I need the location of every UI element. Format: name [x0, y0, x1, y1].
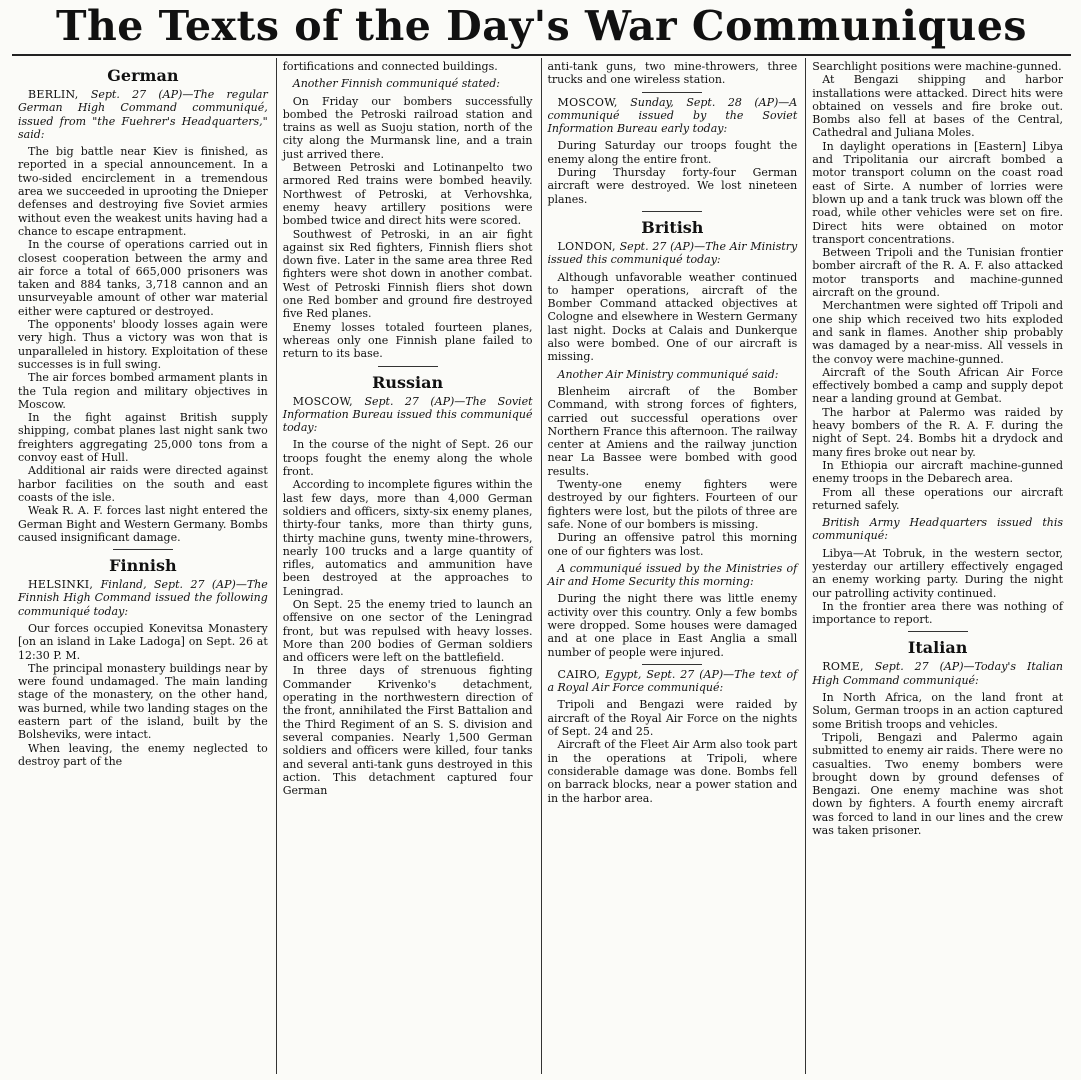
paragraph: Between Petroski and Lotinanpelto two armored Red trains were bombed heavily. Northwest of Petroski, at Verhovshka, enemy heavy artillery positions were bombed twice and direct hits were scored.: [282, 161, 533, 228]
section-title: Italian: [907, 638, 968, 658]
paragraph: Additional air raids were directed against harbor facilities on the south and east coasts of the isle.: [18, 464, 268, 504]
dateline-text: Sept. 27 (AP)—The Air Ministry issued this communiqué today:: [547, 239, 798, 267]
paragraph: On Friday our bombers successfully bombed the Petroski railroad station and trains as well as Suoju station, north of the city along the Murmansk line, and a train just arrived there.: [282, 94, 533, 161]
dateline: [548, 96, 798, 136]
paragraph: Aircraft of the Fleet Air Arm also took part in the operations at Tripoli, where considerable damage was done. Bombs fell on barrack blocks, near a power station and in the harbor area.: [547, 738, 798, 805]
paragraph: In the frontier area there was nothing of importance to report.: [812, 599, 1063, 627]
lead-in: A communiqué issued by the Ministries of Air and Home Security this morning:: [547, 561, 798, 589]
column-4: [806, 58, 1071, 1074]
paragraph: Southwest of Petroski, in an air fight against six Red fighters, Finnish fliers shot down five. Later in the same area three Red fighters were shot down in another combat. West of Petroski Finnish fliers shot down one Red bomber and ground fire destroyed five Red planes.: [282, 227, 533, 321]
paragraph: Libya—At Tobruk, in the western sector, yesterday our artillery effectively engaged an enemy working party. During the night our patrolling activity continued.: [812, 546, 1063, 600]
paragraph: In the fight against British supply shipping, combat planes last night sank two freighters aggregating 25,000 tons from a convoy east of Hull.: [18, 411, 268, 465]
column-3: [542, 58, 807, 1074]
section-title: German: [107, 66, 179, 85]
paragraph: Merchantmen were sighted off Tripoli and one ship which received two hits exploded and sank in flames. Another ship probably was damaged by a near-miss. All vessels in the convoy were machine-gunned.: [812, 299, 1063, 366]
paragraph: From all these operations our aircraft returned safely.: [812, 485, 1063, 512]
paragraph: On Sept. 25 the enemy tried to launch an offensive on one sector of the Leningrad front, but was repulsed with heavy losses. More than 200 bodies of German soldiers and officers were left on the battlefield.: [282, 597, 533, 665]
section-separator: [642, 211, 702, 212]
section-title: Russian: [372, 372, 444, 392]
paragraph: According to incomplete figures within the last few days, more than 4,000 German soldiers and officers, sixty-six enemy planes, thirty-four tanks, more than thirty guns, thirty machine guns, twenty mine-throwers, nearly 100 trucks and a large quantity of rifles, automatics and ammunition have been destroyed at the approaches to Leningrad.: [282, 478, 533, 598]
paragraph: In North Africa, on the land front at Solum, German troops in an action captured some British troops and vehicles.: [812, 691, 1063, 731]
column-2: [277, 58, 542, 1074]
paragraph: Tripoli, Bengazi and Palermo again submitted to enemy air raids. There were no casualties. Two enemy bombers were brought down by ground defenses of Bengazi. One enemy machine was shot down by fighters. A fourth enemy aircraft was forced to land in our lines and the crew was taken prisoner.: [812, 730, 1063, 838]
dateline: [18, 578, 268, 618]
section-separator: [378, 366, 438, 367]
dateline-text: Sept. 27 (AP)—The Soviet Information Bureau issued this communiqué today:: [282, 394, 533, 435]
paragraph: Tripoli and Bengazi were raided by aircraft of the Royal Air Force on the nights of Sept. 24 and 25.: [547, 698, 798, 739]
section-separator: [908, 631, 968, 632]
paragraph: Our forces occupied Konevitsa Monastery [on an island in Lake Ladoga] on Sept. 26 at 12:30 P. M.: [18, 621, 268, 662]
dateline-text: Sept. 27 (AP)—Today's Italian High Command communiqué:: [812, 660, 1063, 687]
dateline: [548, 668, 798, 695]
paragraph: Aircraft of the South African Air Force effectively bombed a camp and supply depot near a landing ground at Gembat.: [812, 365, 1063, 406]
section-separator: [642, 664, 702, 665]
dateline: [283, 395, 533, 435]
lead-in: Another Finnish communiqué stated:: [292, 77, 500, 91]
paragraph: Although unfavorable weather continued to hamper operations, aircraft of the Bomber Command attacked objectives at Cologne and elsewhere in Western Germany last night. Docks at Calais and Dunkerque also were bombed. One of our aircraft is missing.: [547, 270, 798, 364]
paragraph: anti-tank guns, two mine-throwers, three trucks and one wireless station.: [547, 60, 798, 87]
column-1: [12, 58, 277, 1074]
section-title: Finnish: [109, 556, 177, 576]
paragraph: The principal monastery buildings near by were found undamaged. The main landing stage of the monastery, on the other hand, was burned, while two landing stages on the eastern part of the island, built by the Bolsheviks, were intact.: [18, 661, 268, 742]
dateline-text: Egypt, Sept. 27 (AP)—The text of a Royal Air Force communiqué:: [547, 667, 798, 695]
paragraph: The harbor at Palermo was raided by heavy bombers of the R. A. F. during the night of Sept. 24. Bombs hit a drydock and many fires broke out near by.: [812, 405, 1063, 459]
dateline-city: MOSCOW,: [292, 394, 353, 408]
section-title: British: [641, 217, 704, 237]
dateline-city: ROME,: [822, 660, 864, 674]
paragraph: Searchlight positions were machine-gunned.: [812, 60, 1062, 73]
dateline-city: BERLIN,: [28, 88, 79, 101]
paragraph: In Ethiopia our aircraft machine-gunned enemy troops in the Debarech area.: [812, 458, 1063, 486]
paragraph: Twenty-one enemy fighters were destroyed by our fighters. Fourteen of our fighters were lost, but the pilots of three are safe. None of our bombers is missing.: [547, 478, 798, 531]
paragraph: In the course of the night of Sept. 26 our troops fought the enemy along the whole front.: [282, 438, 533, 479]
paragraph: In three days of strenuous fighting Commander Krivenko's detachment, operating in the northwestern direction of the front, annihilated the First Battalion and the Third Regiment of an S. S. division and several companies. Nearly 1,500 German soldiers and officers were killed, four tanks and several anti-tank guns destroyed in this action. This detachment captured four German: [282, 664, 533, 798]
paragraph: During an offensive patrol this morning one of our fighters was lost.: [547, 531, 798, 558]
paragraph: The big battle near Kiev is finished, as reported in a special announcement. In a two-sided encirclement in a tremendous area we succeeded in uprooting the Dnieper defenses and destroying five Soviet armies without even the weakest units having had a chance to escape entrapment.: [18, 145, 268, 238]
paragraph: During Saturday our troops fought the enemy along the entire front.: [547, 139, 798, 166]
dateline-city: LONDON,: [557, 239, 616, 253]
paragraph: The air forces bombed armament plants in the Tula region and military objectives in Moscow.: [18, 371, 268, 411]
paragraph: During the night there was little enemy activity over this country. Only a few bombs were dropped. Some houses were damaged and at one place in East Anglia a small number of people were injured.: [547, 592, 798, 659]
dateline-text: Sept. 27 (AP)—The regular German High Command communiqué, issued from "the Fuehrer's Headquarters," said:: [18, 88, 268, 141]
paragraph: At Bengazi shipping and harbor installations were attacked. Direct hits were obtained on vessels and fire broke out. Bombs also fell at bases of the Central, Cathedral and Juliana Moles.: [812, 73, 1063, 140]
paragraph: In daylight operations in [Eastern] Libya and Tripolitania our aircraft bombed a motor transport column on the coast road east of Sirte. A number of lorries were blown up and a tank truck was blown off the road, while other vehicles were set on fire. Direct hits were obtained on motor transport concentrations.: [812, 139, 1063, 246]
paragraph: In the course of operations carried out in closest cooperation between the army and air force a total of 665,000 prisoners was taken and 884 tanks, 3,718 cannon and an unsurveyable amount of other war material either were captured or destroyed.: [18, 238, 268, 318]
section-separator: [642, 92, 702, 93]
dateline: [812, 660, 1063, 687]
columns: [12, 58, 1071, 1074]
paragraph: When leaving, the enemy neglected to destroy part of the: [18, 741, 268, 768]
paragraph: During Thursday forty-four German aircraft were destroyed. We lost nineteen planes.: [547, 166, 798, 206]
paragraph: Weak R. A. F. forces last night entered the German Bight and Western Germany. Bombs caused insignificant damage.: [18, 504, 268, 544]
dateline-text: Finland, Sept. 27 (AP)—The Finnish High Command issued the following communiqué today:: [18, 578, 268, 618]
headline-rule: [12, 54, 1071, 56]
paragraph: The opponents' bloody losses again were very high. Thus a victory was won that is unparalleled in history. Exploitation of these successes is in full swing.: [18, 318, 268, 371]
paragraph: fortifications and connected buildings.: [282, 60, 498, 73]
dateline-city: MOSCOW,: [557, 95, 618, 109]
lead-in: British Army Headquarters issued this communiqué:: [812, 516, 1063, 543]
dateline-text: Sunday, Sept. 28 (AP)—A communiqué issued by the Soviet Information Bureau early today:: [547, 95, 798, 136]
dateline: [18, 88, 268, 141]
section-separator: [113, 549, 173, 550]
headline: The Texts of the Day's War Communiques: [55, 2, 1028, 50]
dateline-city: CAIRO,: [557, 667, 601, 681]
paragraph: Between Tripoli and the Tunisian frontier bomber aircraft of the R. A. F. also attacked motor transports and machine-gunned aircraft on the ground.: [812, 246, 1063, 300]
lead-in: Another Air Ministry communiqué said:: [557, 367, 779, 381]
paragraph: Blenheim aircraft of the Bomber Command, with strong forces of fighters, carried out successful operations over Northern France this afternoon. The railway center at Amiens and the railway junction near La Bassee were bombed with good results.: [547, 384, 798, 478]
paragraph: Enemy losses totaled fourteen planes, whereas only one Finnish plane failed to return to its base.: [282, 320, 533, 361]
dateline-city: HELSINKI,: [28, 578, 94, 592]
dateline: [548, 240, 798, 267]
